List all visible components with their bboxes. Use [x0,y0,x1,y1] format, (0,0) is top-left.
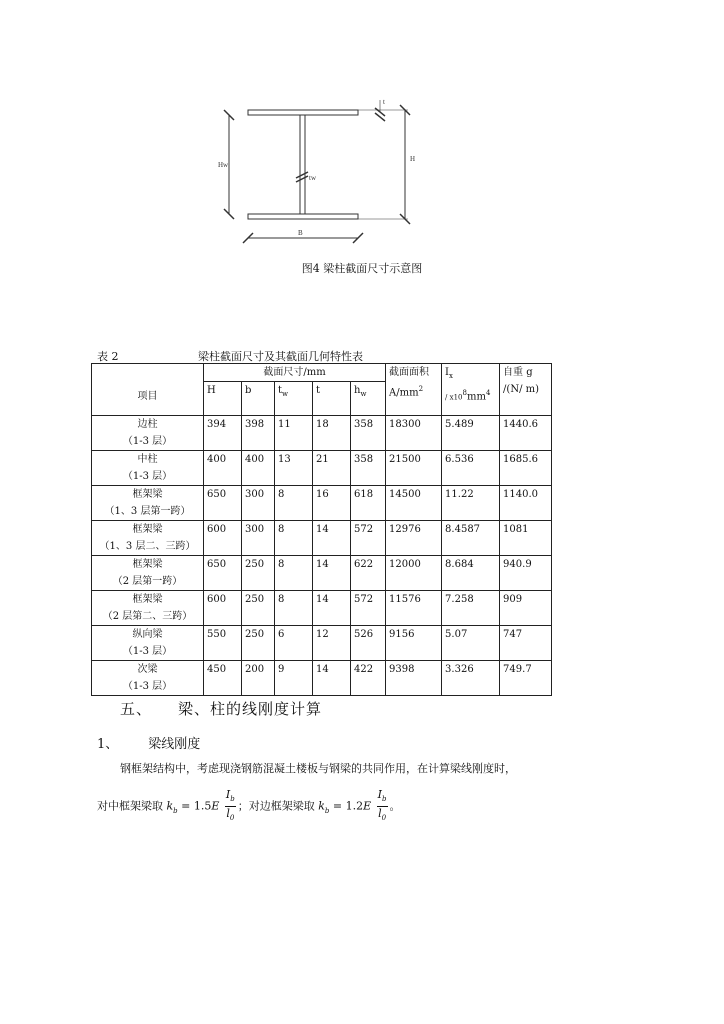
cell-ix: 7.258 [442,591,500,626]
cell-ix: 11.22 [442,486,500,521]
cell-tw: 8 [275,521,313,556]
header-dims: 截面尺寸/mm [204,364,386,382]
row-item-name: 框架梁 [132,594,163,605]
fraction-1: $\frac{I_b}{l_0}$ [225,788,235,823]
section-properties-table [91,363,552,696]
cell-ix: 5.489 [442,416,500,451]
cell-tw: 13 [275,451,313,486]
cell-h: 450 [204,661,242,696]
table-row [92,416,552,451]
bottom-flange [248,214,358,219]
row-item [92,451,204,486]
table-row [92,451,552,486]
cell-g: 1685.6 [500,451,552,486]
label-t: t [383,98,385,106]
table-title: 梁柱截面尺寸及其截面几何特性表 [198,350,363,363]
cell-t: 14 [313,661,351,696]
row-item-name: 中柱 [137,454,158,465]
cell-tw: 11 [275,416,313,451]
cell-t: 16 [313,486,351,521]
table-row [92,486,552,521]
cell-tw: 8 [275,486,313,521]
cell-t: 14 [313,556,351,591]
header-b: b [242,382,275,416]
header-hw: $h_w$ [351,382,386,416]
row-item-sub: （1-3 层） [122,436,173,447]
header-h: H [204,382,242,416]
cell-g: 749.7 [500,661,552,696]
cell-g: 747 [500,626,552,661]
i-section-figure [0,0,724,290]
cell-h: 600 [204,521,242,556]
row-item-name: 纵向梁 [132,629,163,640]
cell-g: 940.9 [500,556,552,591]
figure-caption: 图4 梁柱截面尺寸示意图 [301,262,423,275]
cell-a: 9398 [386,661,442,696]
row-item [92,661,204,696]
row-item-name: 框架梁 [132,524,163,535]
label-h: H [410,155,416,163]
cell-hw: 572 [351,591,386,626]
row-item-sub: （1-3 层） [122,681,173,692]
row-item [92,486,204,521]
cell-t: 18 [313,416,351,451]
cell-h: 400 [204,451,242,486]
section-heading: 五、 梁、柱的线刚度计算 [120,700,323,718]
cell-a: 21500 [386,451,442,486]
cell-h: 650 [204,486,242,521]
cell-t: 21 [313,451,351,486]
cell-tw: 9 [275,661,313,696]
header-tw: $t_w$ [275,382,313,416]
header-ix: $I_x$ / $x10^8mm^4$ [442,364,500,416]
row-item-name: 边柱 [137,419,158,430]
formula-line: 对中框架梁取 $k_b = 1.5E$ $\frac{I_b}{l_0}$ ；对边框架梁取 $k_b = 1.2E$ $\frac{I_b}{l_0}$ 。 [97,788,401,818]
cell-a: 18300 [386,416,442,451]
table-row [92,556,552,591]
cell-h: 550 [204,626,242,661]
row-item-name: 次梁 [137,664,158,675]
header-item: 项目 [92,364,204,416]
cell-g: 1140.0 [500,486,552,521]
cell-b: 200 [242,661,275,696]
row-item-name: 框架梁 [132,559,163,570]
row-item [92,521,204,556]
cell-hw: 358 [351,451,386,486]
cell-a: 11576 [386,591,442,626]
cell-h: 650 [204,556,242,591]
cell-t: 12 [313,626,351,661]
label-tw: tw [309,174,316,182]
cell-hw: 618 [351,486,386,521]
header-t: t [313,382,351,416]
cell-ix: 8.4587 [442,521,500,556]
cell-b: 398 [242,416,275,451]
label-hw: Hw [218,161,229,169]
cell-ix: 8.684 [442,556,500,591]
fraction-2: $\frac{I_b}{l_0}$ [377,788,387,823]
cell-hw: 526 [351,626,386,661]
table-header-row-1 [92,364,552,382]
body-paragraph: 钢框架结构中，考虑现浇钢筋混凝土楼板与钢梁的共同作用，在计算梁线刚度时， [120,762,516,775]
table-row [92,661,552,696]
row-item-sub: （2 层第二、三跨） [102,611,193,622]
cell-b: 400 [242,451,275,486]
cell-hw: 358 [351,416,386,451]
cell-hw: 422 [351,661,386,696]
row-item-sub: （2 层第一跨） [112,576,183,587]
cell-a: 9156 [386,626,442,661]
cell-b: 250 [242,591,275,626]
row-item [92,591,204,626]
cell-a: 12000 [386,556,442,591]
cell-b: 300 [242,521,275,556]
cell-a: 12976 [386,521,442,556]
table-row [92,626,552,661]
cell-a: 14500 [386,486,442,521]
cell-t: 14 [313,521,351,556]
row-item-sub: （1-3 层） [122,646,173,657]
row-item-sub: （1-3 层） [122,471,173,482]
cell-g: 909 [500,591,552,626]
row-item-sub: （1、3 层二、三跨） [99,541,196,552]
cell-g: 1081 [500,521,552,556]
label-b: B [298,229,303,237]
table-row [92,521,552,556]
row-item [92,556,204,591]
cell-h: 600 [204,591,242,626]
top-flange [248,110,358,115]
cell-tw: 8 [275,556,313,591]
cell-ix: 6.536 [442,451,500,486]
row-item [92,416,204,451]
cell-ix: 5.07 [442,626,500,661]
row-item [92,626,204,661]
subsection-heading: 1、 梁线刚度 [97,737,201,752]
header-weight: 自重 g /(N/ m) [500,364,552,416]
row-item-name: 框架梁 [132,489,163,500]
table-row [92,591,552,626]
cell-hw: 622 [351,556,386,591]
row-item-sub: （1、3 层第一跨） [104,506,191,517]
cell-b: 300 [242,486,275,521]
cell-h: 394 [204,416,242,451]
cell-b: 250 [242,626,275,661]
cell-t: 14 [313,591,351,626]
cell-tw: 8 [275,591,313,626]
header-area: 截面面积 $A/mm^2$ [386,364,442,416]
i-section-diagram [0,0,724,290]
cell-hw: 572 [351,521,386,556]
cell-g: 1440.6 [500,416,552,451]
cell-tw: 6 [275,626,313,661]
cell-b: 250 [242,556,275,591]
cell-ix: 3.326 [442,661,500,696]
table-label: 表 2 [97,350,119,363]
